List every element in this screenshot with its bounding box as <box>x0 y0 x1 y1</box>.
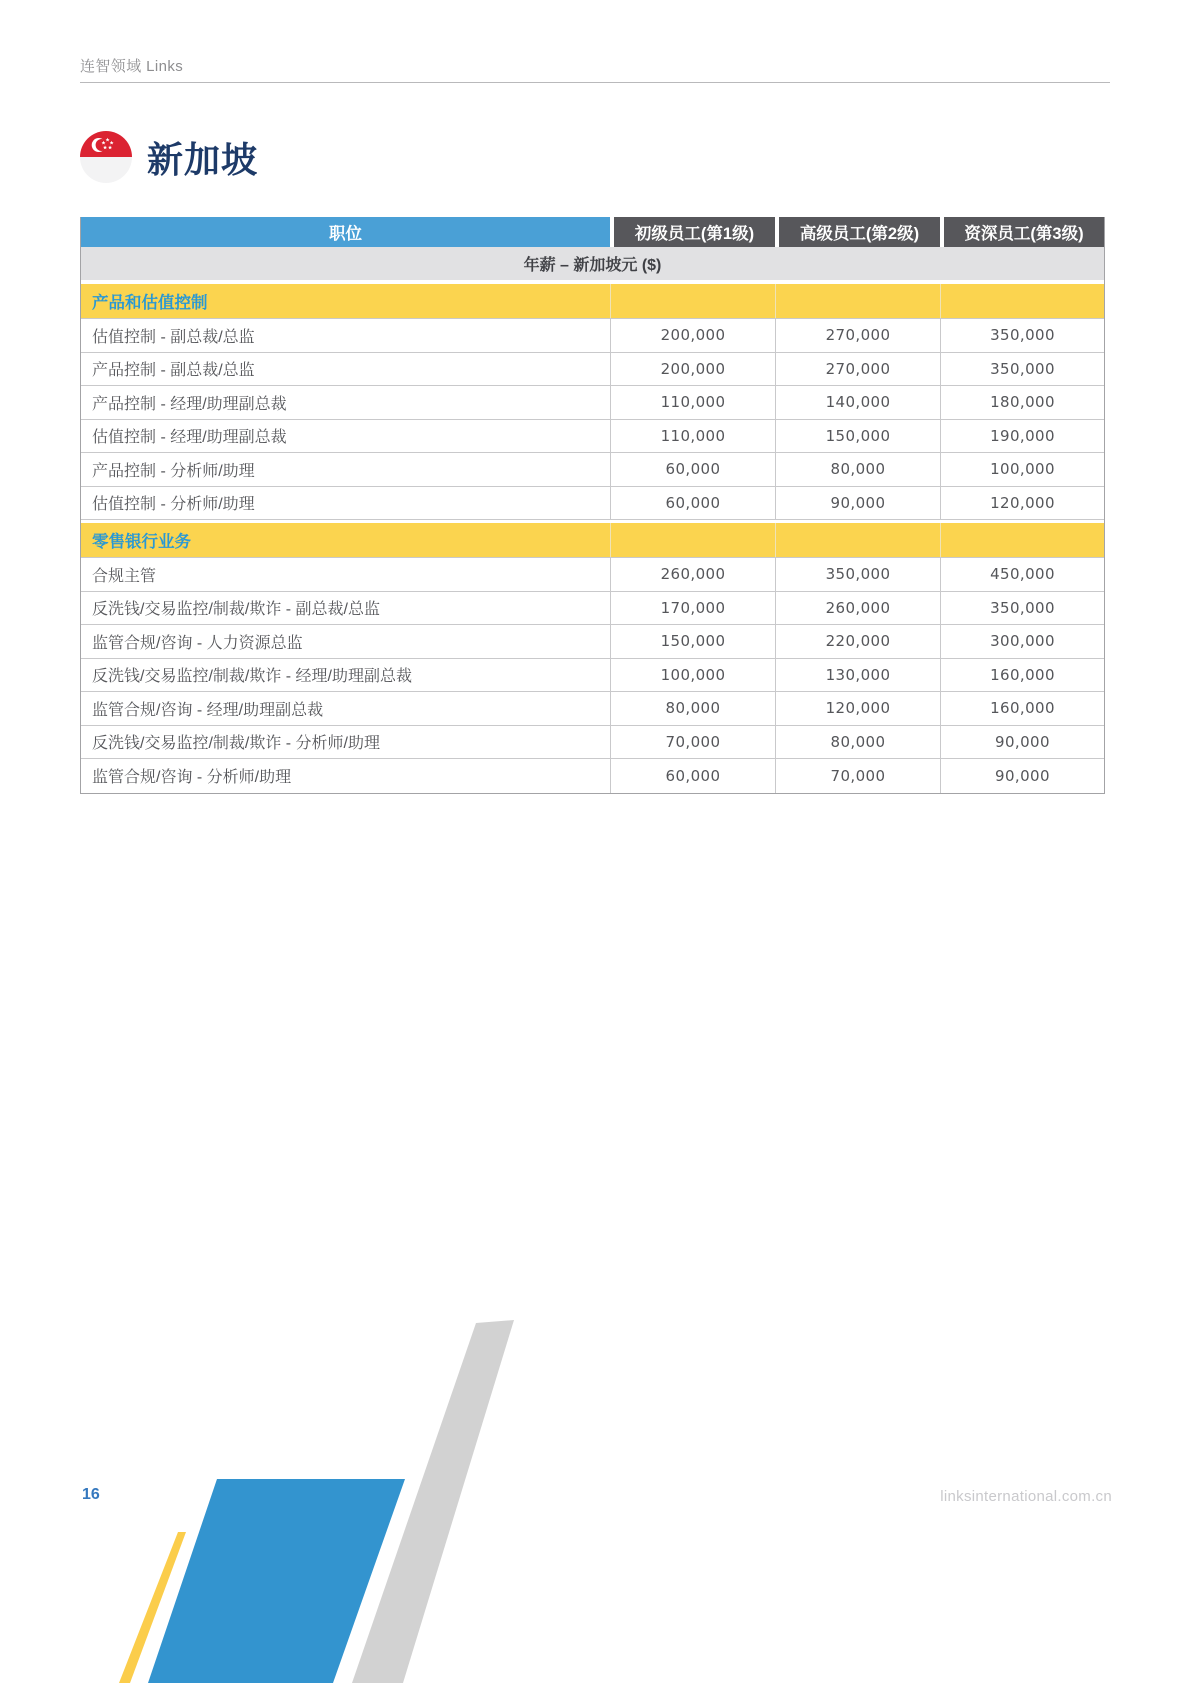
salary-tier2: 130,000 <box>775 659 940 692</box>
salary-tier3: 350,000 <box>940 319 1104 352</box>
table-row <box>81 692 1104 726</box>
salary-tier1: 150,000 <box>610 625 775 658</box>
salary-tier3: 190,000 <box>940 420 1104 453</box>
brand-text: 连智领域 Links <box>80 58 184 75</box>
salary-tier2: 90,000 <box>775 487 940 520</box>
salary-tier3: 100,000 <box>940 453 1104 486</box>
table-row <box>81 558 1104 592</box>
salary-tier2: 80,000 <box>775 453 940 486</box>
job-title: 产品控制 - 经理/助理副总裁 <box>92 395 287 413</box>
salary-tier2: 150,000 <box>775 420 940 453</box>
job-title: 反洗钱/交易监控/制裁/欺诈 - 分析师/助理 <box>92 735 381 753</box>
job-title: 监管合规/咨询 - 经理/助理副总裁 <box>92 701 324 719</box>
section-header-row <box>81 281 1104 319</box>
salary-table <box>80 217 1105 794</box>
salary-tier3: 180,000 <box>940 386 1104 419</box>
job-title: 反洗钱/交易监控/制裁/欺诈 - 经理/助理副总裁 <box>92 668 413 686</box>
salary-tier1: 80,000 <box>610 692 775 725</box>
salary-tier2: 120,000 <box>775 692 940 725</box>
salary-tier1: 100,000 <box>610 659 775 692</box>
column-header-position: 职位 <box>81 217 610 247</box>
table-header-row <box>81 217 1104 247</box>
header-divider <box>80 82 1110 83</box>
salary-tier1: 110,000 <box>610 386 775 419</box>
salary-tier3: 350,000 <box>940 592 1104 625</box>
job-title: 监管合规/咨询 - 人力资源总监 <box>92 634 303 652</box>
table-row <box>81 420 1104 454</box>
table-row <box>81 453 1104 487</box>
table-row <box>81 759 1104 793</box>
table-row <box>81 386 1104 420</box>
job-title: 监管合规/咨询 - 分析师/助理 <box>92 769 292 787</box>
salary-tier3: 90,000 <box>940 726 1104 759</box>
salary-tier2: 270,000 <box>775 319 940 352</box>
salary-tier1: 200,000 <box>610 353 775 386</box>
salary-tier2: 220,000 <box>775 625 940 658</box>
salary-tier3: 450,000 <box>940 558 1104 591</box>
job-title: 估值控制 - 经理/助理副总裁 <box>92 429 287 447</box>
salary-tier1: 60,000 <box>610 487 775 520</box>
salary-tier1: 60,000 <box>610 453 775 486</box>
job-title: 估值控制 - 分析师/助理 <box>92 496 255 514</box>
salary-tier3: 300,000 <box>940 625 1104 658</box>
singapore-flag-icon <box>80 131 132 183</box>
salary-tier2: 260,000 <box>775 592 940 625</box>
salary-tier3: 350,000 <box>940 353 1104 386</box>
section-header-row <box>81 520 1104 558</box>
salary-tier2: 270,000 <box>775 353 940 386</box>
job-title: 反洗钱/交易监控/制裁/欺诈 - 副总裁/总监 <box>92 601 381 619</box>
job-title: 产品控制 - 分析师/助理 <box>92 462 255 480</box>
job-title: 估值控制 - 副总裁/总监 <box>92 328 255 346</box>
salary-tier3: 160,000 <box>940 692 1104 725</box>
salary-tier2: 350,000 <box>775 558 940 591</box>
footer-decoration <box>0 1283 1190 1683</box>
page-title: 新加坡 <box>147 138 259 180</box>
table-subheader: 年薪 – 新加坡元 ($) <box>81 247 1104 281</box>
section-title: 零售银行业务 <box>92 533 191 551</box>
salary-tier1: 110,000 <box>610 420 775 453</box>
job-title: 产品控制 - 副总裁/总监 <box>92 362 255 380</box>
salary-tier1: 200,000 <box>610 319 775 352</box>
table-row <box>81 625 1104 659</box>
country-heading <box>80 131 258 183</box>
table-row <box>81 592 1104 626</box>
column-header-tier3: 资深员工(第3级) <box>940 217 1104 247</box>
job-title: 合规主管 <box>92 567 157 585</box>
salary-tier1: 60,000 <box>610 759 775 793</box>
table-row <box>81 487 1104 521</box>
salary-tier2: 70,000 <box>775 759 940 793</box>
table-row <box>81 726 1104 760</box>
page-number: 16 <box>82 1486 100 1503</box>
salary-tier2: 140,000 <box>775 386 940 419</box>
salary-tier3: 90,000 <box>940 759 1104 793</box>
column-header-tier2: 高级员工(第2级) <box>775 217 940 247</box>
salary-tier1: 170,000 <box>610 592 775 625</box>
salary-tier2: 80,000 <box>775 726 940 759</box>
salary-tier1: 260,000 <box>610 558 775 591</box>
salary-tier3: 120,000 <box>940 487 1104 520</box>
table-row <box>81 659 1104 693</box>
table-row <box>81 353 1104 387</box>
salary-tier3: 160,000 <box>940 659 1104 692</box>
salary-tier1: 70,000 <box>610 726 775 759</box>
table-row <box>81 319 1104 353</box>
section-title: 产品和估值控制 <box>92 294 208 312</box>
website-url: linksinternational.com.cn <box>940 1488 1112 1505</box>
column-header-tier1: 初级员工(第1级) <box>610 217 775 247</box>
